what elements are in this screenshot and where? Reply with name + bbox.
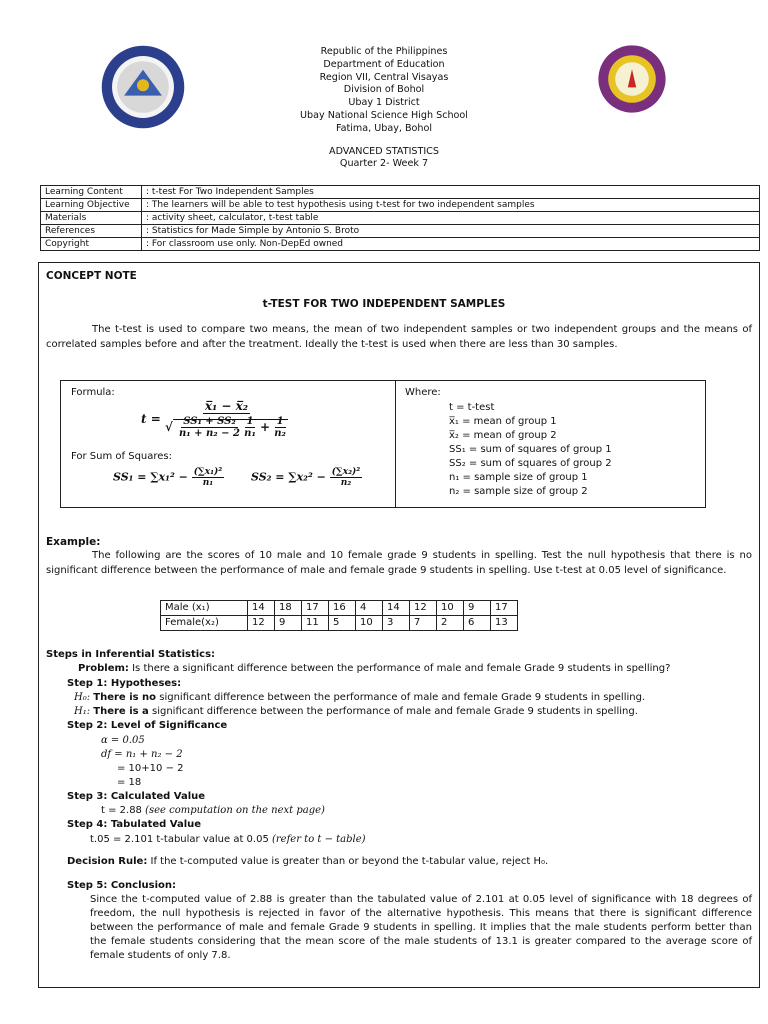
score-cell: 4	[356, 601, 383, 616]
deped-seal-icon	[100, 44, 186, 130]
header-line: Department of Education	[323, 58, 445, 70]
score-cell: 13	[491, 616, 518, 631]
t-formula: t = x̅₁ − x̅₂ √ $\frac{\text{SS₁ + SS₂}}{\text{n₁ + n₂ − 2}}$ $\frac{1}{\text{n₁}}$ + $\frac{1}{\text{n₂}}$	[141, 399, 286, 439]
info-value: : The learners will be able to test hypothesis using t-test for two independent samples	[142, 199, 760, 212]
step1-heading: Step 1: Hypotheses:	[67, 678, 182, 689]
t-calc-value: t = 2.88	[101, 805, 146, 816]
score-cell: 9	[464, 601, 491, 616]
scores-table	[160, 600, 518, 631]
score-cell: 11	[302, 616, 329, 631]
h1-emphasis: There is a	[93, 706, 149, 717]
score-cell: 6	[464, 616, 491, 631]
letterhead	[200, 46, 568, 171]
problem-text: Is there a significant difference between the performance of male and female Grade 9 students in spelling?	[128, 663, 671, 674]
df-substitution: = 10+10 − 2	[117, 763, 184, 774]
header-line: Division of Bohol	[343, 84, 425, 96]
header-line: Republic of the Philippines	[320, 46, 448, 57]
info-value: : Statistics for Made Simple by Antonio S. Broto	[142, 225, 760, 238]
sum-of-squares-label: For Sum of Squares:	[71, 451, 173, 462]
null-hypothesis	[74, 691, 645, 705]
score-cell: 14	[248, 601, 275, 616]
problem-label: Problem:	[78, 663, 129, 674]
t-calculated	[101, 804, 325, 818]
score-cell: 10	[437, 601, 464, 616]
list-item: SS₂ = sum of squares of group 2	[449, 458, 612, 469]
h0-symbol: H₀:	[74, 692, 94, 703]
formula-box	[60, 380, 706, 508]
step4-heading: Step 4: Tabulated Value	[67, 819, 202, 830]
ss2-formula: SS₂ = ∑x₂² − $\frac{\text{(∑x₂)²}}{\text{n₂}}$	[251, 467, 361, 488]
list-item: n₁ = sample size of group 1	[449, 472, 588, 483]
h0-emphasis: There is no	[93, 692, 157, 703]
list-item: SS₁ = sum of squares of group 1	[449, 444, 612, 455]
formula-label: Formula:	[71, 387, 115, 398]
example-paragraph: The following are the scores of 10 male and 10 female grade 9 students in spelling. Test the null hypothesis that there is no significant difference between the performance of male and female grade 9 students in spelling. Use t-test at 0.05 level of significance.	[46, 550, 752, 576]
ss1-formula: SS₁ = ∑x₁² − $\frac{\text{(∑x₁)²}}{\text{n₁}}$	[113, 467, 223, 488]
table-row	[161, 601, 518, 616]
score-cell: 12	[410, 601, 437, 616]
info-key: Materials	[41, 212, 142, 225]
score-cell: 3	[383, 616, 410, 631]
lesson-info-table	[40, 185, 760, 251]
step5-heading: Step 5: Conclusion:	[67, 880, 177, 891]
score-cell: 17	[302, 601, 329, 616]
info-value: : activity sheet, calculator, t-test table	[142, 212, 760, 225]
score-cell: 16	[329, 601, 356, 616]
info-key: References	[41, 225, 142, 238]
score-cell: 2	[437, 616, 464, 631]
df-formula: df = n₁ + n₂ − 2	[101, 749, 183, 760]
list-item: t = t-test	[449, 402, 495, 413]
table-row	[41, 225, 760, 238]
h1-symbol: H₁:	[74, 706, 94, 717]
score-cell: 14	[383, 601, 410, 616]
h0-text: significant difference between the performance of male and female Grade 9 students in spelling.	[156, 692, 646, 703]
concept-title: t-TEST FOR TWO INDEPENDENT SAMPLES	[262, 298, 506, 310]
h1-text: significant difference between the performance of male and female Grade 9 students in spelling.	[148, 706, 638, 717]
score-cell: 17	[491, 601, 518, 616]
table-row	[41, 199, 760, 212]
score-cell: 9	[275, 616, 302, 631]
list-item: n₂ = sample size of group 2	[449, 486, 588, 497]
steps-heading: Steps in Inferential Statistics:	[46, 649, 216, 660]
concept-heading: CONCEPT NOTE	[46, 270, 137, 282]
where-list	[449, 401, 612, 499]
df-result: = 18	[117, 777, 142, 788]
table-row	[41, 238, 760, 251]
header-line: Ubay 1 District	[348, 97, 420, 109]
example-heading: Example:	[46, 536, 101, 548]
info-key: Learning Objective	[41, 199, 142, 212]
decision-rule	[67, 855, 548, 869]
alt-hypothesis	[74, 705, 638, 719]
t-tab-value: t.05 = 2.101 t-tabular value at 0.05	[90, 834, 272, 845]
decision-rule-label: Decision Rule:	[67, 856, 148, 867]
table-row	[41, 212, 760, 225]
subject-title: ADVANCED STATISTICS	[329, 145, 439, 157]
division-seal-icon	[597, 44, 667, 114]
score-cell: 12	[248, 616, 275, 631]
step2-heading: Step 2: Level of Significance	[67, 720, 228, 731]
info-value: : t-test For Two Independent Samples	[142, 186, 760, 199]
t-tab-note: (refer to t − table)	[272, 834, 366, 845]
quarter-label: Quarter 2- Week 7	[339, 158, 429, 170]
t-calc-note: (see computation on the next page)	[145, 805, 325, 816]
list-item: x̅₂ = mean of group 2	[449, 430, 557, 441]
alpha-value: α = 0.05	[101, 735, 145, 746]
header-line: Ubay National Science High School	[300, 109, 468, 121]
info-key: Learning Content	[41, 186, 142, 199]
info-value: : For classroom use only. Non-DepEd owned	[142, 238, 760, 251]
score-cell: 10	[356, 616, 383, 631]
table-row	[161, 616, 518, 631]
problem-line	[78, 662, 670, 676]
male-label: Male (x₁)	[161, 601, 248, 616]
score-cell: 5	[329, 616, 356, 631]
table-row	[41, 186, 760, 199]
t-tabulated	[90, 833, 366, 847]
score-cell: 18	[275, 601, 302, 616]
header-line: Region VII, Central Visayas	[319, 71, 449, 83]
list-item: x̅₁ = mean of group 1	[449, 416, 557, 427]
intro-paragraph: The t-test is used to compare two means, the mean of two independent samples or two independent groups and the means of correlated samples before and after the treatment. Ideally the t-test is used when there are less than 30 samples.	[46, 324, 752, 350]
header-line: Fatima, Ubay, Bohol	[335, 122, 433, 134]
decision-rule-text: If the t-computed value is greater than or beyond the t-tabular value, reject H₀.	[147, 856, 549, 867]
female-label: Female(x₂)	[161, 616, 248, 631]
step3-heading: Step 3: Calculated Value	[67, 791, 206, 802]
conclusion-paragraph: Since the t-computed value of 2.88 is greater than the tabulated value of 2.101 at 0.05 level of significance with 18 degrees of freedom, the null hypothesis is rejected in favor of the alternative hypothesis. This means that there is significant difference between the performance of male and female Grade 9 students in spelling. It implies that the male students perform better than the female students considering that the mean score of the male students of 13.1 is greater compared to the average score of female students of only 7.8.	[90, 894, 752, 961]
info-key: Copyright	[41, 238, 142, 251]
score-cell: 7	[410, 616, 437, 631]
where-label: Where:	[405, 387, 441, 398]
